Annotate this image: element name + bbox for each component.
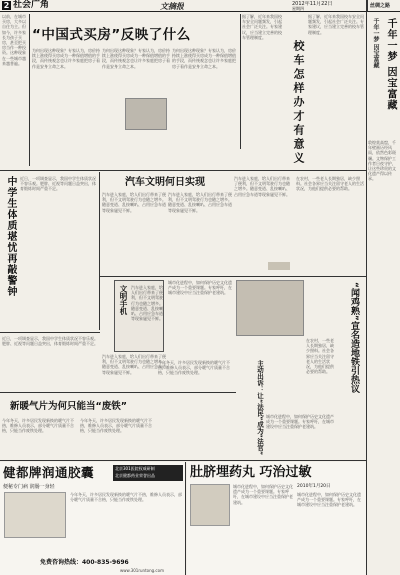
page-number: 2 [3, 1, 10, 10]
school-bus-headline: 校车怎样办才有意义 [292, 40, 305, 166]
article-left-mid-text: 近日，一项调查显示，我国中学生体质状况不容乐观。肥胖、近视等问题日益突出，体育锻炼时间严重不足。 [2, 336, 98, 347]
right-strip-subheadline: 千年一梦 因宝富藏 [372, 18, 379, 69]
radiator-text-c: 今年冬天，许多居民发现新换的暖气片不热，维修人员表示，部分暖气片质量不合格，只能当作废铁处理。 [158, 360, 230, 376]
ad-runtong-title: 健都牌润通胶囊 [3, 465, 95, 480]
main-article-text-a: 为何出现这种现象？专家认为，房价持续上涨使得买房成为一种保值增值的手段，而传统观念也让许多家庭把房子看作是安身立命之本。 [32, 48, 100, 69]
ad-runtong-badge [113, 465, 183, 481]
car-civility-text-a: 汽车进入家庭，给人们出行带来了便利，但不文明驾驶行为也随之增多。随意变道、乱按喇叭、占用应急车道等现象屡见不鲜。 [102, 192, 166, 213]
article-top-left-text: 以前，在城市买房，大多以自住为主。但如今，许多家长为孩子买房，甚至把买房当作一种投资。这种现象在一些城市越来越普遍。 [2, 14, 26, 66]
ad-runtong-sub2: 北京健都药业荣誉出品 [115, 473, 155, 478]
ad-navel-date: 2010年1月20日 [297, 484, 331, 489]
car-civility-text-c: 汽车进入家庭，给人们出行带来了便利，但不文明驾驶行为也随之增多。随意变道、乱按喇叭、占用应急车道等现象屡见不鲜。 [234, 176, 290, 197]
ad-runtong-sub: 北京301医院权威研制 [115, 466, 155, 471]
ad-navel-photo [190, 484, 230, 526]
right-section-title: 丝绸之路 [370, 3, 391, 9]
center-photo [236, 280, 304, 336]
main-article-text-c: 为何出现这种现象？专家认为，房价持续上涨使得买房成为一种保值增值的手段，而传统观念也让许多家庭把房子看作是安身立命之本。 [172, 48, 236, 69]
court-headline: 主动出诉：让“法民”成为“法官” [256, 360, 264, 456]
ad-runtong-product [4, 492, 66, 538]
student-health-headline: 中学生体质堪忧再敲警钟 [5, 176, 16, 297]
ad-runtong-phone: 免费咨询热线：400-835-9696 [40, 559, 129, 566]
radiator-text-b: 今年冬天，许多居民发现新换的暖气片不热，维修人员表示，部分暖气片质量不合格，只能当作废铁处理。 [80, 418, 152, 434]
metro-name-text: 在农村，一些老人长期独居，缺少照料。社会各界应当关注留守老人的生活状况，为他们提供必要的帮助。 [306, 338, 334, 375]
weekday: 星期四 [292, 6, 304, 11]
right-section-header [367, 0, 400, 12]
main-article-text-b: 为何出现这种现象？专家认为，房价持续上涨使得买房成为一种保值增值的手段，而传统观念也让许多家庭把房子看作是安身立命之本。 [102, 48, 170, 69]
ad-navel-text-b: 城市化进程中，如何保护历史文化遗产成为一个重要课题。专家呼吁，在城市建设中应当注重保护老建筑。 [297, 492, 361, 508]
issue-date: 2012年11月22日 [292, 1, 333, 7]
article-mid-center-text: 汽车进入家庭，给人们出行带来了便利，但不文明驾驶行为也随之增多。随意变道、乱按喇叭、占用应急车道等现象屡见不鲜。 [102, 354, 166, 375]
court-text: 城市化进程中，如何保护历史文化遗产成为一个重要课题。专家呼吁，在城市建设中应当注重保护老建筑。 [266, 414, 334, 430]
ad-runtong-slogan: 便秘专门病 润肠一身轻 [3, 484, 55, 490]
ad-runtong-text: 今年冬天，许多居民发现新换的暖气片不热，维修人员表示，部分暖气片质量不合格，只能当作废铁处理。 [70, 492, 182, 503]
metro-name-headline: “闻鸡熟”宣名造地铁引热议 [349, 282, 359, 393]
ad-runtong-url: www.301runtong.com [120, 568, 164, 573]
ad-navel-text-a: 城市化进程中，如何保护历史文化遗产成为一个重要课题。专家呼吁，在城市建设中应当注重保护老建筑。 [233, 484, 293, 505]
ad-navel [187, 462, 366, 575]
car-civility-text-b: 汽车进入家庭，给人们出行带来了便利，但不文明驾驶行为也随之增多。随意变道、乱按喇叭、占用应急车道等现象屡见不鲜。 [168, 192, 232, 213]
main-headline: “中国式买房”反映了什么 [32, 27, 191, 43]
right-strip-text: 敦煌莫高窟，千年壁画历经风雨，依然色彩斑斓。文物保护工作者日夜守护，让这些珍贵的文化遗产得以传承。 [368, 140, 396, 182]
article-center-col: 城市化进程中，如何保护历史文化遗产成为一个重要课题。专家呼吁，在城市建设中应当注重保护老建筑。 [168, 280, 232, 296]
car-civility-headline: 汽车文明何日实现 [125, 177, 205, 188]
ad-navel-title: 肚脐埋药丸 巧治过敏 [190, 465, 312, 480]
radiator-headline: 新暖气片为何只能当“废铁” [10, 401, 127, 412]
yinjiu-box [336, 280, 364, 412]
article-top-right-text-2: 据了解，近年来我国校车安全问题频发，引起社会广泛关注。专家建议，应当建立完善的校车管理制度。 [308, 14, 364, 35]
right-strip-headline: 千年一梦 因宝富藏 [385, 18, 396, 111]
mobile-box [114, 280, 164, 352]
article-mid-right-text: 在农村，一些老人长期独居，缺少照料。社会各界应当关注留守老人的生活状况，为他们提供必要的帮助。 [296, 176, 364, 192]
mobile-box-title: 文明手机 [119, 285, 128, 315]
section-title: 社会广角 [13, 0, 50, 10]
ad-runtong [0, 462, 185, 575]
masthead [0, 0, 366, 12]
article-photo [125, 98, 167, 130]
article-top-right-text: 据了解，近年来我国校车安全问题频发，引起社会广泛关注。专家建议，应当建立完善的校车管理制度。 [242, 14, 282, 40]
mobile-box-text: 汽车进入家庭，给人们出行带来了便利，但不文明驾驶行为也随之增多。随意变道、乱按喇叭、占用应急车道等现象屡见不鲜。 [131, 285, 163, 322]
student-health-text: 近日，一项调查显示，我国中学生体质状况不容乐观。肥胖、近视等问题日益突出，体育锻炼时间严重不足。 [20, 176, 96, 192]
radiator-text-a: 今年冬天，许多居民发现新换的暖气片不热，维修人员表示，部分暖气片质量不合格，只能当作废铁处理。 [2, 418, 74, 434]
author-stamp [268, 262, 290, 270]
paper-name: 文摘报 [160, 1, 184, 11]
